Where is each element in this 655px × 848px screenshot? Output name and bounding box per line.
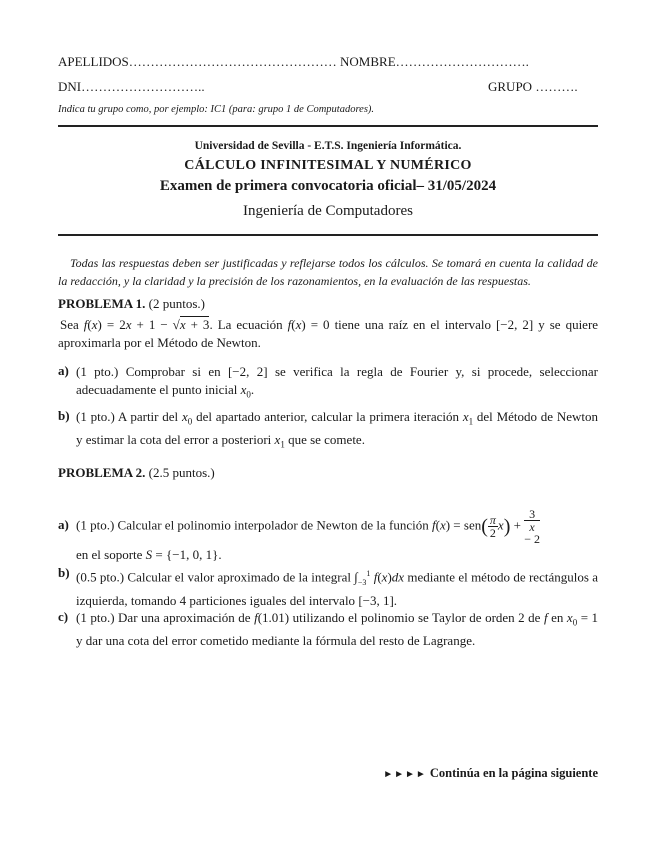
continue-text: Continúa en la página siguiente (429, 766, 598, 780)
apellidos-dots[interactable]: ………………………………………… (128, 54, 337, 69)
dni-line (58, 79, 205, 95)
degree-title: Ingeniería de Computadores (243, 203, 413, 219)
course-title: CÁLCULO INFINITESIMAL Y NUMÉRICO (184, 158, 472, 173)
problem1-heading (58, 296, 205, 312)
problem1-part-b: b) (1 pto.) A partir del $x_0$ del apartado anterior, calcular la primera iteración $x_1$ del Método de Newton y estimar la cota del error a posteriori $x_1$ que se comete. (58, 408, 599, 450)
dni-label: DNI (58, 79, 82, 94)
grupo-line (488, 79, 578, 95)
exam-title: Examen de primera convocatoria oficial– 31/05/2024 (159, 178, 497, 194)
grupo-label: GRUPO (488, 79, 533, 94)
top-rule (58, 125, 598, 127)
problem2-title: PROBLEMA 2. (58, 465, 146, 480)
problem2-heading (58, 465, 215, 481)
grupo-hint: Indica tu grupo como, por ejemplo: IC1 (para: grupo 1 de Computadores). (58, 104, 375, 115)
bottom-rule (58, 234, 598, 236)
university-line: Universidad de Sevilla - E.T.S. Ingeniería Informática. (194, 140, 462, 152)
problem2-part-c: c) (1 pto.) Dar una aproximación de f(1.01) utilizando el polinomio se Taylor de orden 2 de f en $x_0 = 1$ y dar una cota del error cometido mediante la fórmula del resto de Lagrange. (58, 609, 599, 648)
problem1-statement: Sea f(x) = 2x + 1 − √x + 3. La ecuación f(x) = 0 tiene una raíz en el intervalo [−2, 2] y se quiere aproximarla por el Método de Newton. (58, 317, 599, 350)
apellidos-label: APELLIDOS (58, 54, 129, 69)
problem1-title: PROBLEMA 1. (58, 296, 146, 311)
problem1-points: (2 puntos.) (148, 296, 205, 311)
problem2-part-b: b) (0.5 pto.) Calcular el valor aproximado de la integral $\int_{-3}^1$ f(x)dx mediante el método de rectángulos a izquierda, tomando 4 particiones iguales del intervalo [−3, 1]. (58, 565, 598, 608)
instructions: Todas las respuestas deben ser justificadas y reflejarse todos los cálculos. Se tomará en cuenta la calidad de la redacción, y la claridad y la precisión de los razonamientos, en la evaluación de las respuestas. (58, 256, 598, 288)
nombre-dots[interactable]: …………………………. (395, 54, 529, 69)
problem1-part-a: a) (1 pto.) Comprobar si en [−2, 2] se verifica la regla de Fourier y, si procede, seleccionar adecuadamente el punto inicial $x_0$. (58, 363, 599, 400)
function-f-math: f (83, 317, 88, 332)
continue-note (383, 766, 598, 781)
nombre-label: NOMBRE (340, 54, 396, 69)
dni-dots[interactable]: ……………………….. (81, 79, 205, 94)
arrow-right-icon: ►►►► (383, 769, 427, 780)
problem2-points: (2.5 puntos.) (148, 465, 215, 480)
apellidos-line (58, 54, 598, 70)
grupo-dots[interactable]: ………. (535, 79, 578, 94)
problem2-part-a: a) (1 pto.) Calcular el polinomio interpolador de Newton de la función f(x) = sen( $\frac{\pi}{2}$ x) + 3 x − 2 en el soporte S = {−1, 0, 1}. (58, 507, 540, 562)
